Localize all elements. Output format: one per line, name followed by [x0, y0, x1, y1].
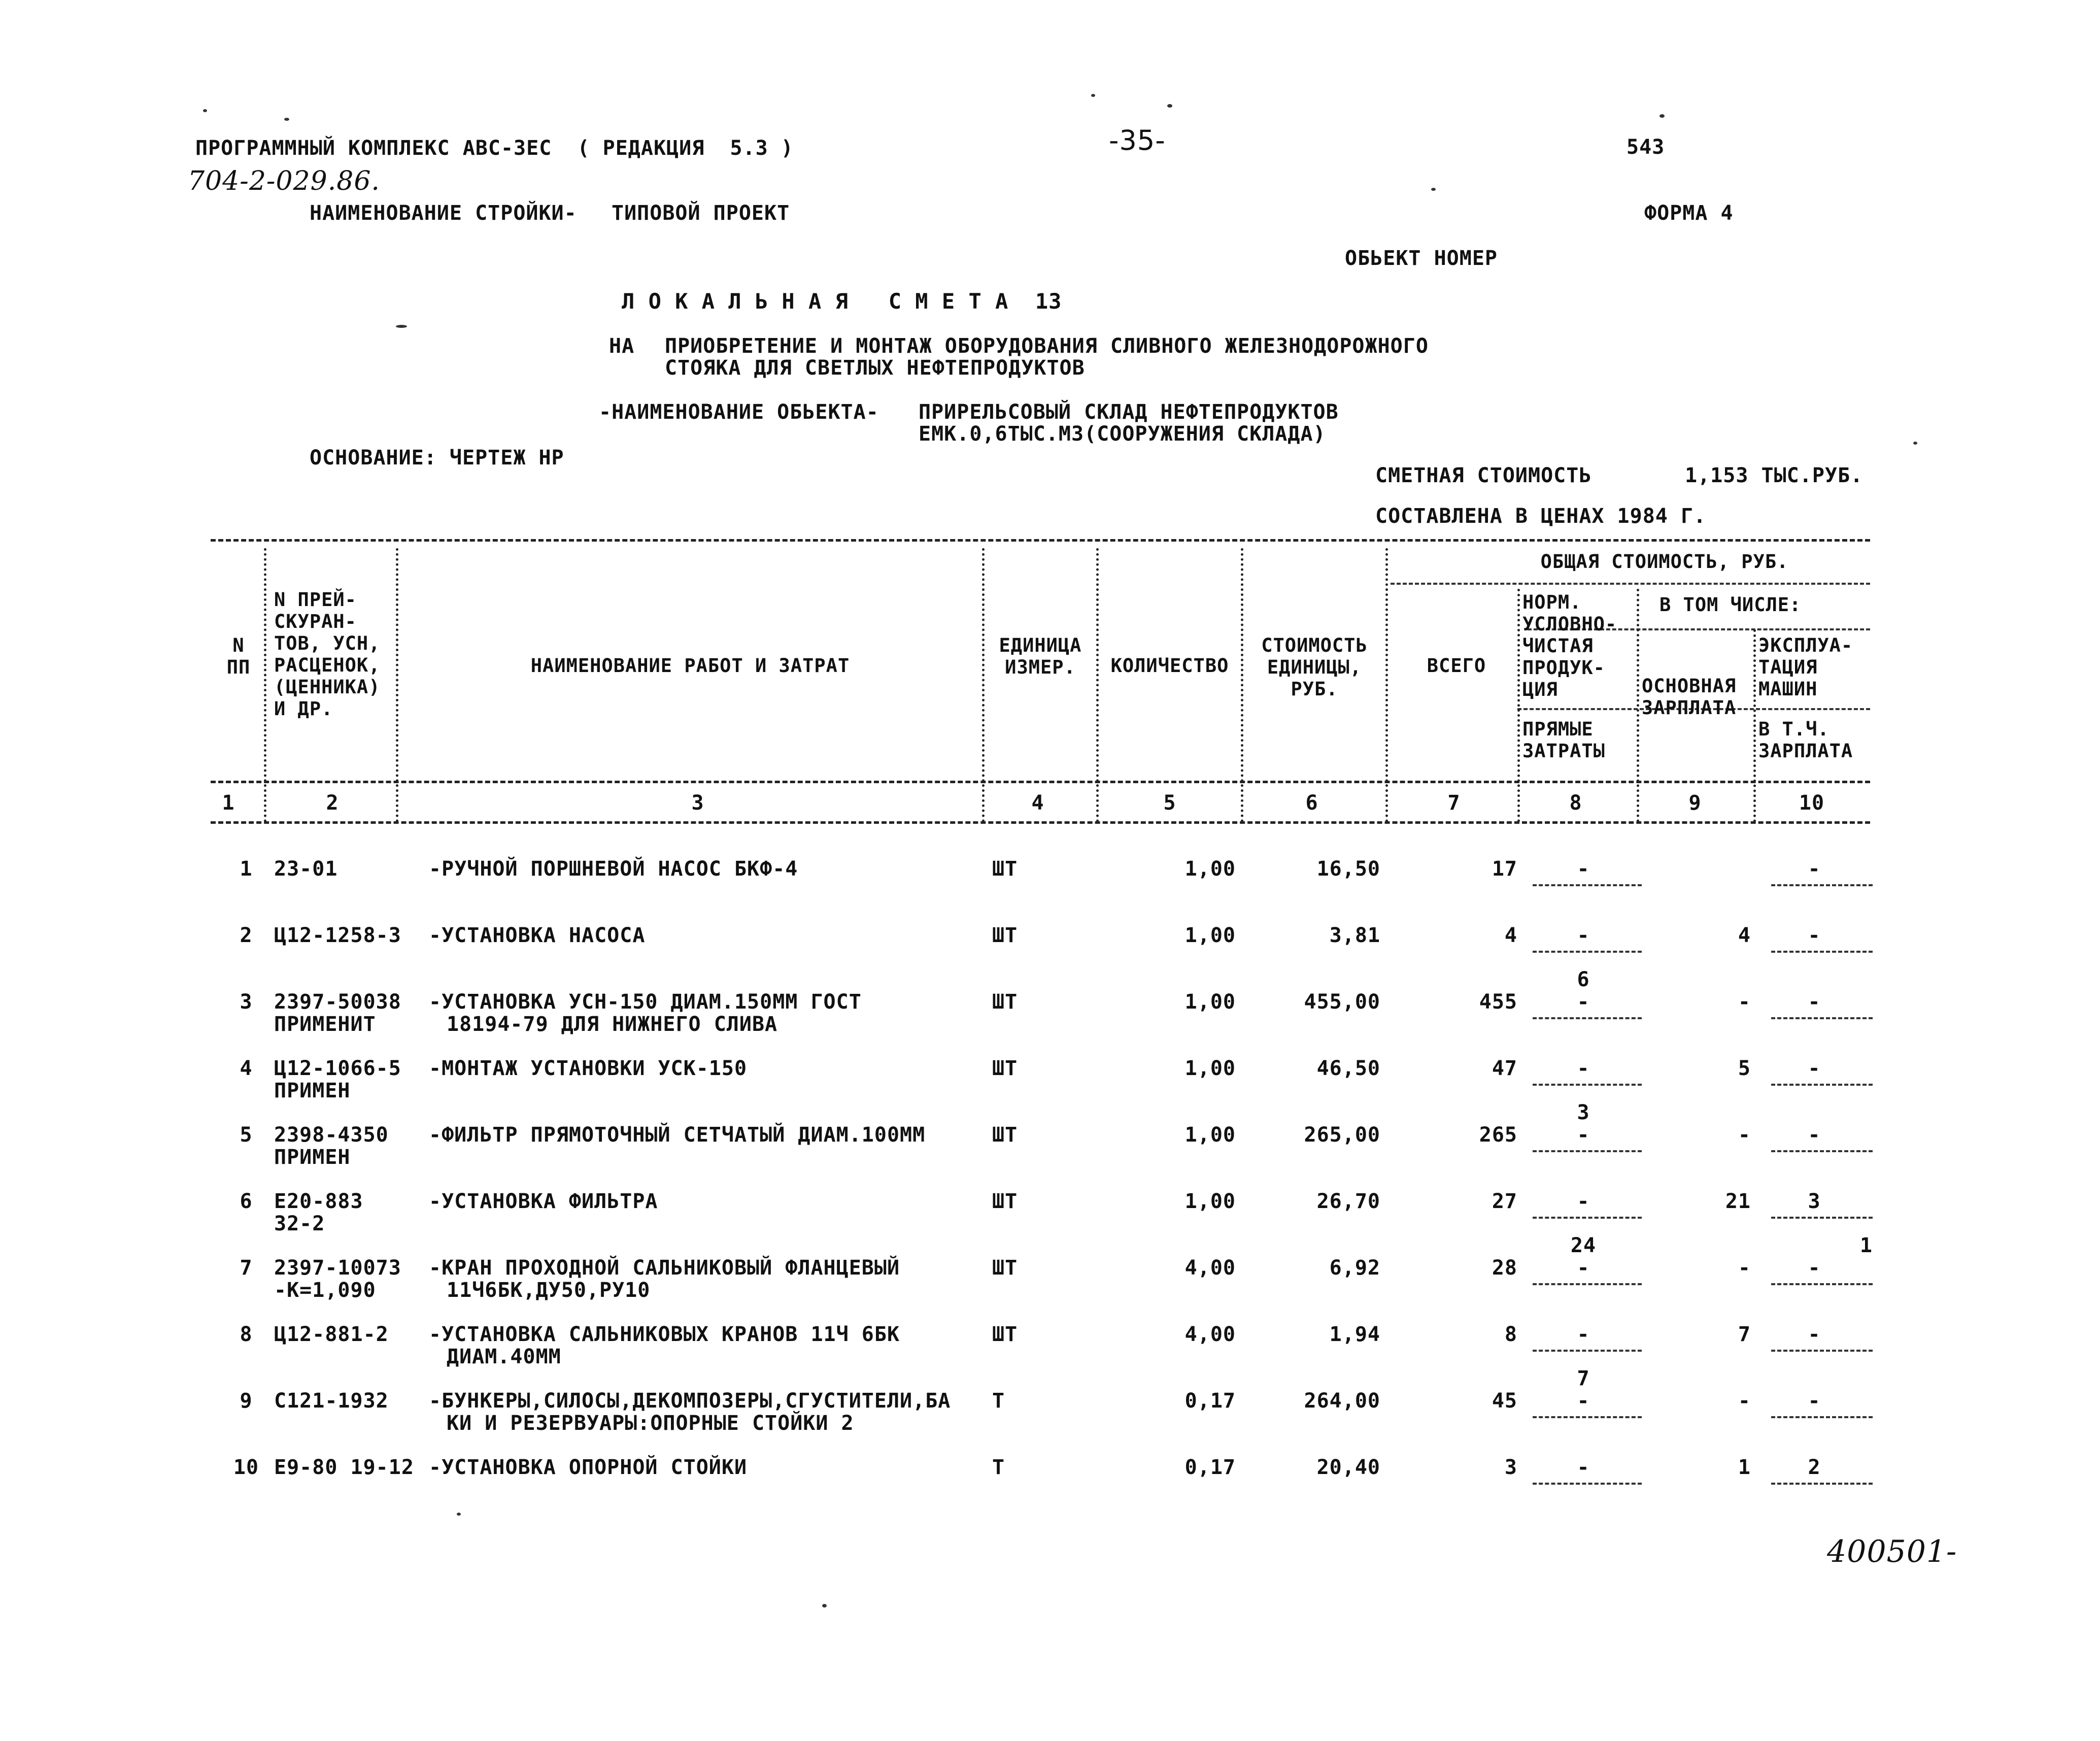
row-base-wages: - [1738, 1256, 1751, 1280]
row-code: Е20-883 [274, 1190, 363, 1213]
column-separator [1637, 589, 1639, 822]
row-unit-price: 16,50 [1316, 857, 1380, 881]
row-unit-price: 264,00 [1304, 1389, 1380, 1413]
col-header-including: В ТОМ ЧИСЛЕ: [1659, 594, 1802, 616]
cell-underline [1533, 1350, 1642, 1352]
row-code: 2397-50038 [274, 990, 401, 1014]
row-machine-operation: - [1808, 1256, 1821, 1280]
page-number: -35- [1109, 124, 1166, 156]
row-number: 4 [240, 1057, 253, 1080]
row-number: 8 [240, 1323, 253, 1346]
row-code-continued: ПРИМЕНИТ [274, 1013, 376, 1036]
row-machine-operation: 3 [1808, 1190, 1821, 1213]
cell-underline [1771, 1350, 1873, 1352]
column-number: 3 [691, 791, 704, 815]
row-direct-costs: 6 [1577, 968, 1590, 991]
row-total: 47 [1492, 1057, 1517, 1080]
row-norm-production: - [1577, 924, 1590, 947]
object-name-label: -НАИМЕНОВАНИЕ ОБЬЕКТА- [599, 400, 879, 424]
total-group-rule [1391, 583, 1870, 585]
col-header-total: ВСЕГО [1427, 655, 1486, 677]
cell-underline [1533, 1483, 1642, 1485]
scan-speck [284, 118, 289, 121]
row-norm-production: - [1577, 1456, 1590, 1479]
row-unit: ШТ [992, 990, 1018, 1014]
scan-speck [822, 1604, 827, 1608]
subtitle-line-1: ПРИОБРЕТЕНИЕ И МОНТАЖ ОБОРУДОВАНИЯ СЛИВНОГО ЖЕЛЕЗНОДОРОЖНОГО [665, 334, 1429, 358]
estimated-cost-label: СМЕТНАЯ СТОИМОСТЬ [1375, 464, 1592, 487]
column-number: 1 [222, 791, 235, 815]
table-top-rule [211, 539, 1870, 542]
row-unit: Т [992, 1389, 1005, 1413]
row-direct-costs: 24 [1570, 1234, 1597, 1257]
col-header-total-group: ОБЩАЯ СТОИМОСТЬ, РУБ. [1540, 551, 1789, 573]
row-base-wages: 7 [1738, 1323, 1751, 1346]
row-name: -УСТАНОВКА ОПОРНОЙ СТОЙКИ [429, 1456, 748, 1479]
row-norm-production: - [1577, 1123, 1590, 1147]
row-name: -КРАН ПРОХОДНОЙ САЛЬНИКОВЫЙ ФЛАНЦЕВЫЙ [429, 1256, 900, 1280]
row-unit-price: 455,00 [1304, 990, 1380, 1014]
cell-underline [1771, 1283, 1873, 1285]
cell-underline [1533, 1084, 1642, 1086]
column-separator [264, 548, 266, 822]
basis: ОСНОВАНИЕ: ЧЕРТЕЖ НР [310, 446, 564, 470]
row-quantity: 4,00 [1184, 1256, 1236, 1280]
scan-speck [396, 325, 407, 328]
row-number: 10 [233, 1456, 259, 1479]
row-quantity: 1,00 [1184, 1190, 1236, 1213]
row-unit: Т [992, 1456, 1005, 1479]
row-machine-operation: 2 [1808, 1456, 1821, 1479]
row-code-continued: ПРИМЕН [274, 1146, 351, 1169]
row-base-wages: 5 [1738, 1057, 1751, 1080]
row-unit: ШТ [992, 1190, 1018, 1213]
row-norm-production: - [1577, 857, 1590, 881]
row-unit: ШТ [992, 1123, 1018, 1147]
col-header-quantity: КОЛИЧЕСТВО [1110, 655, 1229, 677]
column-separator [396, 548, 398, 822]
column-number: 7 [1447, 791, 1461, 815]
row-unit: ШТ [992, 1057, 1018, 1080]
col-header-norm: НОРМ. УСЛОВНО- ЧИСТАЯ ПРОДУК- ЦИЯ [1522, 591, 1617, 700]
cell-underline [1533, 1416, 1642, 1418]
row-base-wages: 1 [1738, 1456, 1751, 1479]
col-header-machines: ЭКСПЛУА- ТАЦИЯ МАШИН [1758, 634, 1853, 700]
col-header-unit: ЕДИНИЦА ИЗМЕР. [999, 634, 1082, 678]
row-total: 27 [1492, 1190, 1517, 1213]
column-number: 2 [326, 791, 339, 815]
row-machine-operation: - [1808, 857, 1821, 881]
cell-underline [1771, 1217, 1873, 1219]
row-name: -БУНКЕРЫ,СИЛОСЫ,ДЕКОМПОЗЕРЫ,СГУСТИТЕЛИ,БА [429, 1389, 951, 1413]
row-name: -УСТАНОВКА САЛЬНИКОВЫХ КРАНОВ 11Ч 6БК [429, 1323, 900, 1346]
row-total: 4 [1504, 924, 1517, 947]
column-number: 8 [1569, 791, 1582, 815]
row-number: 6 [240, 1190, 253, 1213]
row-code: Ц12-1066-5 [274, 1057, 401, 1080]
cell-underline [1533, 1217, 1642, 1219]
row-total: 3 [1504, 1456, 1517, 1479]
column-separator [1385, 548, 1388, 822]
row-name-continued: 18194-79 ДЛЯ НИЖНЕГО СЛИВА [447, 1013, 778, 1036]
row-number: 5 [240, 1123, 253, 1147]
subtitle-prefix: НА [609, 334, 635, 358]
row-base-wages: - [1738, 1123, 1751, 1147]
col-header-wages: ОСНОВНАЯ ЗАРПЛАТА [1642, 675, 1737, 719]
row-unit-price: 1,94 [1329, 1323, 1380, 1346]
row-name: -МОНТАЖ УСТАНОВКИ УСК-150 [429, 1057, 748, 1080]
scan-speck [1913, 442, 1917, 445]
row-name: -УСТАНОВКА НАСОСА [429, 924, 646, 947]
scan-speck [457, 1513, 461, 1516]
estimated-cost-value: 1,153 ТЫС.РУБ. [1685, 464, 1864, 487]
cell-underline [1533, 884, 1642, 886]
col-header-direct: ПРЯМЫЕ ЗАТРАТЫ [1522, 718, 1605, 762]
sheet-number: 543 [1627, 136, 1665, 159]
row-code: 2397-10073 [274, 1256, 401, 1280]
cell-underline [1771, 1084, 1873, 1086]
column-number: 6 [1305, 791, 1318, 815]
row-machine-wages: 1 [1859, 1234, 1873, 1257]
row-total: 28 [1492, 1256, 1517, 1280]
row-quantity: 0,17 [1184, 1456, 1236, 1479]
row-code-continued: -К=1,090 [274, 1279, 376, 1302]
row-norm-production: - [1577, 1190, 1590, 1213]
cell-underline [1771, 1483, 1873, 1485]
scan-speck [1431, 188, 1436, 191]
row-norm-production: - [1577, 1057, 1590, 1080]
row-code-continued: ПРИМЕН [274, 1079, 351, 1102]
row-machine-operation: - [1808, 1123, 1821, 1147]
header-bottom-rule [211, 781, 1870, 783]
row-quantity: 1,00 [1184, 924, 1236, 947]
row-base-wages: - [1738, 1389, 1751, 1413]
row-machine-operation: - [1808, 1057, 1821, 1080]
object-name-line-1: ПРИРЕЛЬСОВЫЙ СКЛАД НЕФТЕПРОДУКТОВ [919, 400, 1339, 424]
construction-value: ТИПОВОЙ ПРОЕКТ [612, 202, 790, 225]
row-code: Ц12-1258-3 [274, 924, 401, 947]
row-quantity: 4,00 [1184, 1323, 1236, 1346]
construction-label: НАИМЕНОВАНИЕ СТРОЙКИ- [310, 202, 577, 225]
row-total: 17 [1492, 857, 1517, 881]
row-number: 3 [240, 990, 253, 1014]
col-header-number: N ПП [226, 634, 251, 678]
cell-underline [1771, 1017, 1873, 1019]
column-number: 9 [1688, 791, 1702, 815]
row-code: С121-1932 [274, 1389, 389, 1413]
row-base-wages: 21 [1725, 1190, 1751, 1213]
scan-speck [203, 109, 207, 112]
cell-underline [1771, 884, 1873, 886]
row-total: 455 [1479, 990, 1517, 1014]
row-quantity: 1,00 [1184, 857, 1236, 881]
column-separator [1753, 629, 1756, 822]
row-unit-price: 265,00 [1304, 1123, 1380, 1147]
column-numbers-rule [211, 821, 1870, 824]
row-name: -РУЧНОЙ ПОРШНЕВОЙ НАСОС БКФ-4 [429, 857, 798, 881]
row-norm-production: - [1577, 1389, 1590, 1413]
scan-speck [1659, 114, 1665, 118]
row-code-continued: 32-2 [274, 1212, 325, 1235]
cell-underline [1771, 1416, 1873, 1418]
col-header-name: НАИМЕНОВАНИЕ РАБОТ И ЗАТРАТ [530, 655, 850, 677]
row-number: 1 [240, 857, 253, 881]
row-code: 23-01 [274, 857, 338, 881]
row-base-wages: - [1738, 990, 1751, 1014]
row-direct-costs: 3 [1577, 1101, 1590, 1124]
row-total: 45 [1492, 1389, 1517, 1413]
document-title: Л О К А Л Ь Н А Я С М Е Т А 13 [622, 289, 1062, 314]
program-line: ПРОГРАММНЫЙ КОМПЛЕКС АВС-ЗЕС ( РЕДАКЦИЯ 5.3 ) [195, 137, 794, 160]
column-separator [1517, 589, 1520, 822]
cell-underline [1771, 1150, 1873, 1152]
row-unit-price: 6,92 [1329, 1256, 1380, 1280]
row-name-continued: ДИАМ.40ММ [447, 1345, 561, 1368]
row-name-continued: КИ И РЕЗЕРВУАРЫ:ОПОРНЫЕ СТОЙКИ 2 [447, 1412, 854, 1435]
cell-underline [1533, 951, 1642, 953]
row-total: 8 [1504, 1323, 1517, 1346]
row-number: 7 [240, 1256, 253, 1280]
row-quantity: 0,17 [1184, 1389, 1236, 1413]
row-unit: ШТ [992, 924, 1018, 947]
row-unit: ШТ [992, 857, 1018, 881]
row-machine-operation: - [1808, 1323, 1821, 1346]
column-number: 10 [1799, 791, 1825, 815]
row-norm-production: - [1577, 1256, 1590, 1280]
row-name: -ФИЛЬТР ПРЯМОТОЧНЫЙ СЕТЧАТЫЙ ДИАМ.100ММ [429, 1123, 926, 1147]
row-norm-production: - [1577, 990, 1590, 1014]
col-header-code: N ПРЕЙ- СКУРАН- ТОВ, УСН, РАСЦЕНОК, (ЦЕННИКА) И ДР. [274, 589, 381, 720]
row-name: -УСТАНОВКА УСН-150 ДИАМ.150ММ ГОСТ [429, 990, 862, 1014]
row-unit-price: 46,50 [1316, 1057, 1380, 1080]
cell-underline [1533, 1017, 1642, 1019]
row-machine-operation: - [1808, 924, 1821, 947]
row-name-continued: 11Ч6БК,ДУ50,РУ10 [447, 1279, 651, 1302]
row-quantity: 1,00 [1184, 990, 1236, 1014]
row-code: Ц12-881-2 [274, 1323, 389, 1346]
row-machine-operation: - [1808, 1389, 1821, 1413]
object-name-line-2: ЕМК.0,6ТЫС.М3(СООРУЖЕНИЯ СКЛАДА) [919, 422, 1326, 446]
row-name: -УСТАНОВКА ФИЛЬТРА [429, 1190, 658, 1213]
cell-underline [1771, 951, 1873, 953]
project-code-handwritten: 704-2-029.86. [188, 166, 380, 196]
column-number: 5 [1163, 791, 1176, 815]
row-unit-price: 3,81 [1329, 924, 1380, 947]
col-header-unit-price: СТОИМОСТЬ ЕДИНИЦЫ, РУБ. [1261, 634, 1368, 700]
row-direct-costs: 7 [1577, 1367, 1590, 1390]
subtitle-line-2: СТОЯКА ДЛЯ СВЕТЛЫХ НЕФТЕПРОДУКТОВ [665, 356, 1085, 380]
scan-speck [1091, 94, 1095, 97]
row-code: 2398-4350 [274, 1123, 389, 1147]
row-machine-operation: - [1808, 990, 1821, 1014]
column-number: 4 [1031, 791, 1044, 815]
row-quantity: 1,00 [1184, 1057, 1236, 1080]
row-norm-production: - [1577, 1323, 1590, 1346]
form-number: ФОРМА 4 [1644, 202, 1734, 225]
row-number: 9 [240, 1389, 253, 1413]
cell-underline [1533, 1283, 1642, 1285]
col-header-machine-wages: В Т.Ч. ЗАРПЛАТА [1758, 718, 1853, 762]
row-base-wages: 4 [1738, 924, 1751, 947]
row-unit: ШТ [992, 1256, 1018, 1280]
row-unit: ШТ [992, 1323, 1018, 1346]
row-code: Е9-80 19-12 [274, 1456, 414, 1479]
row-quantity: 1,00 [1184, 1123, 1236, 1147]
row-unit-price: 26,70 [1316, 1190, 1380, 1213]
object-number: ОБЬЕКТ НОМЕР [1345, 247, 1498, 270]
row-unit-price: 20,40 [1316, 1456, 1380, 1479]
column-separator [982, 548, 985, 822]
cell-underline [1533, 1150, 1642, 1152]
price-level: СОСТАВЛЕНА В ЦЕНАХ 1984 Г. [1375, 505, 1707, 528]
row-total: 265 [1479, 1123, 1517, 1147]
row-number: 2 [240, 924, 253, 947]
column-separator [1096, 548, 1099, 822]
inventory-stamp: 400501- [1827, 1534, 1957, 1569]
scan-speck [1167, 104, 1172, 108]
